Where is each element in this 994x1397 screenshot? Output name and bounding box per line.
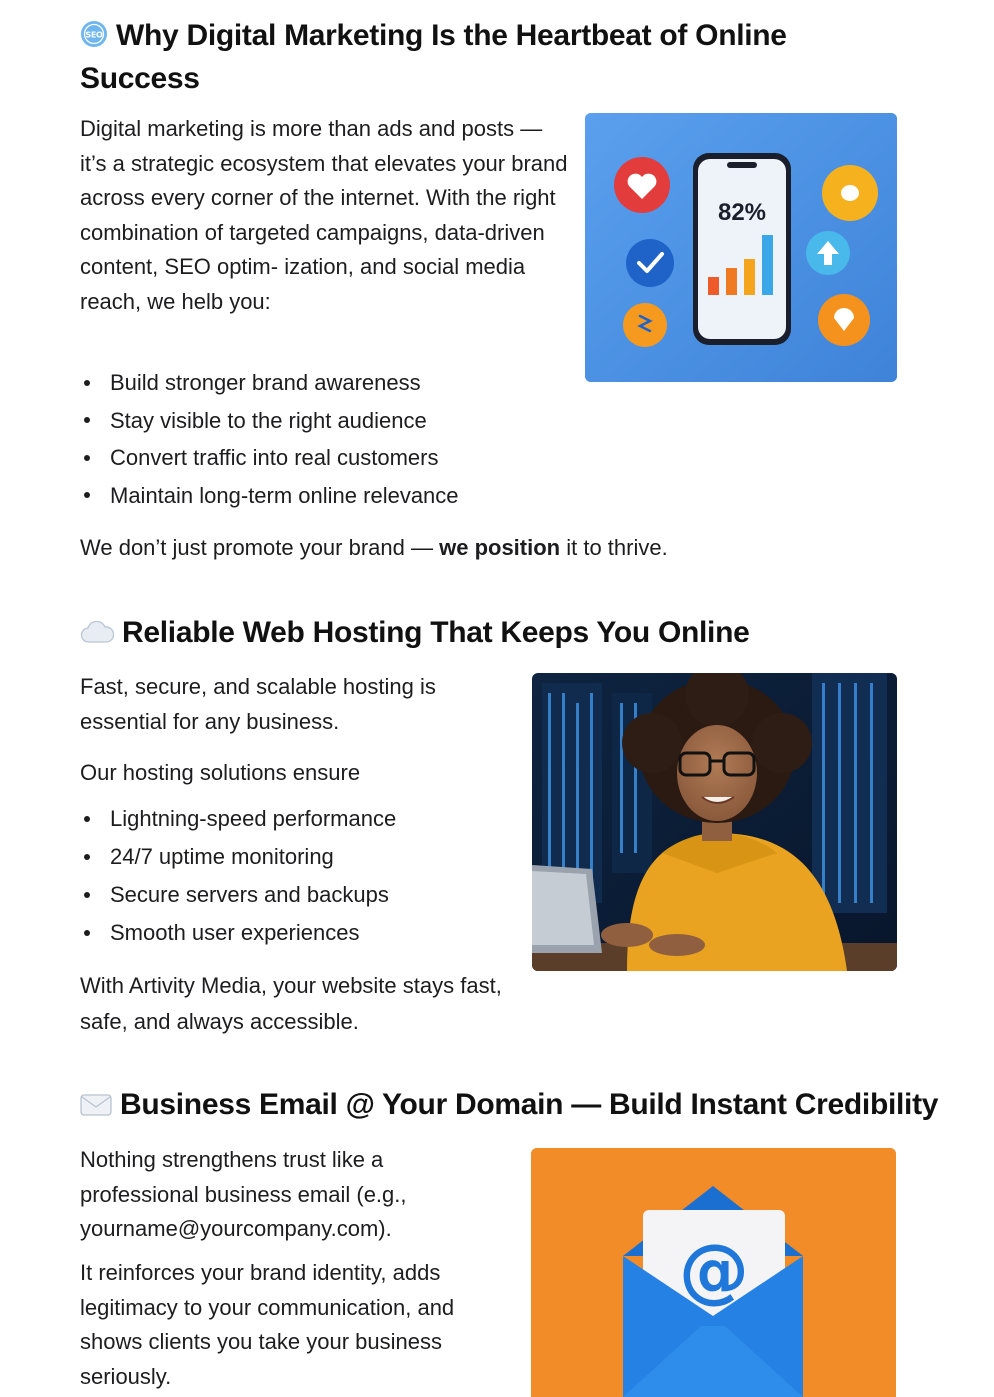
list-item: Convert traffic into real customers [80, 439, 560, 477]
email-illustration [531, 1148, 896, 1397]
laptop-icon [532, 865, 602, 953]
at-symbol: @ [679, 1229, 749, 1311]
closing-bold-text: we position [439, 535, 561, 560]
hosting-title-text: Reliable Web Hosting That Keeps You Online [122, 616, 750, 649]
hosting-bullets [80, 800, 510, 952]
marketing-closing [80, 531, 780, 566]
phone-chart-bar [726, 268, 737, 295]
marketing-title [80, 16, 870, 99]
location-icon [818, 294, 870, 346]
chat-bubble-icon [623, 303, 667, 347]
hosting-section [0, 600, 994, 1050]
closing-end-text: it to thrive. [560, 535, 668, 560]
phone-chart-bar [744, 259, 755, 295]
seo-globe-icon [80, 19, 108, 59]
list-item: Secure servers and backups [80, 876, 510, 914]
closing-plain-text: We don’t just promote your brand — [80, 535, 440, 560]
envelope-icon [80, 1088, 112, 1128]
list-item: Stay visible to the right audience [80, 402, 560, 440]
svg-text:SEO: SEO [85, 30, 103, 40]
phone-chart-bar [708, 277, 719, 295]
cloud-icon [80, 616, 114, 656]
hosting-photo [532, 673, 897, 971]
list-item: 24/7 uptime monitoring [80, 838, 510, 876]
email-paragraph-2: It reinforces your brand identity, adds legitimacy to your communication, and shows clients you take your business seriously. [80, 1260, 455, 1389]
email-envelope-icon [623, 1186, 803, 1397]
hosting-lead: Our hosting solutions ensure [80, 760, 361, 785]
hosting-title [80, 613, 960, 656]
smartphone-icon [693, 153, 791, 345]
email-section [0, 1070, 994, 1397]
marketing-section [0, 0, 994, 580]
email-title-text: Business Email @ Your Domain — Build Instant Credibility [120, 1088, 939, 1121]
email-title [80, 1085, 985, 1128]
notification-icon [822, 165, 878, 221]
email-paragraph-1: Nothing strengthens trust like a professional business email (e.g., yourname@yourcompany.com). [80, 1147, 407, 1241]
marketing-illustration [585, 113, 897, 382]
list-item: Lightning-speed performance [80, 800, 510, 838]
list-item: Build stronger brand awareness [80, 364, 560, 402]
list-item: Smooth user experiences [80, 914, 510, 952]
check-icon [626, 239, 674, 287]
arrow-up-icon [806, 231, 850, 275]
marketing-title-text: Why Digital Marketing Is the Heartbeat of Online Success [80, 19, 787, 95]
marketing-bullets [80, 364, 560, 514]
marketing-paragraph: Digital marketing is more than ads and posts — it’s a strategic ecosystem that elevates your brand across every corner of the internet. With the right combination of targeted campaigns, data-driven content, SEO optim- ization, and social media reach, we helb you: [80, 116, 568, 314]
phone-stat: 82% [717, 199, 767, 226]
heart-icon [614, 157, 670, 213]
phone-chart-bar [762, 235, 773, 295]
hosting-intro: Fast, secure, and scalable hosting is essential for any business. [80, 674, 436, 734]
hosting-closing: With Artivity Media, your website stays fast, safe, and always accessible. [80, 973, 502, 1034]
list-item: Maintain long-term online relevance [80, 477, 560, 515]
